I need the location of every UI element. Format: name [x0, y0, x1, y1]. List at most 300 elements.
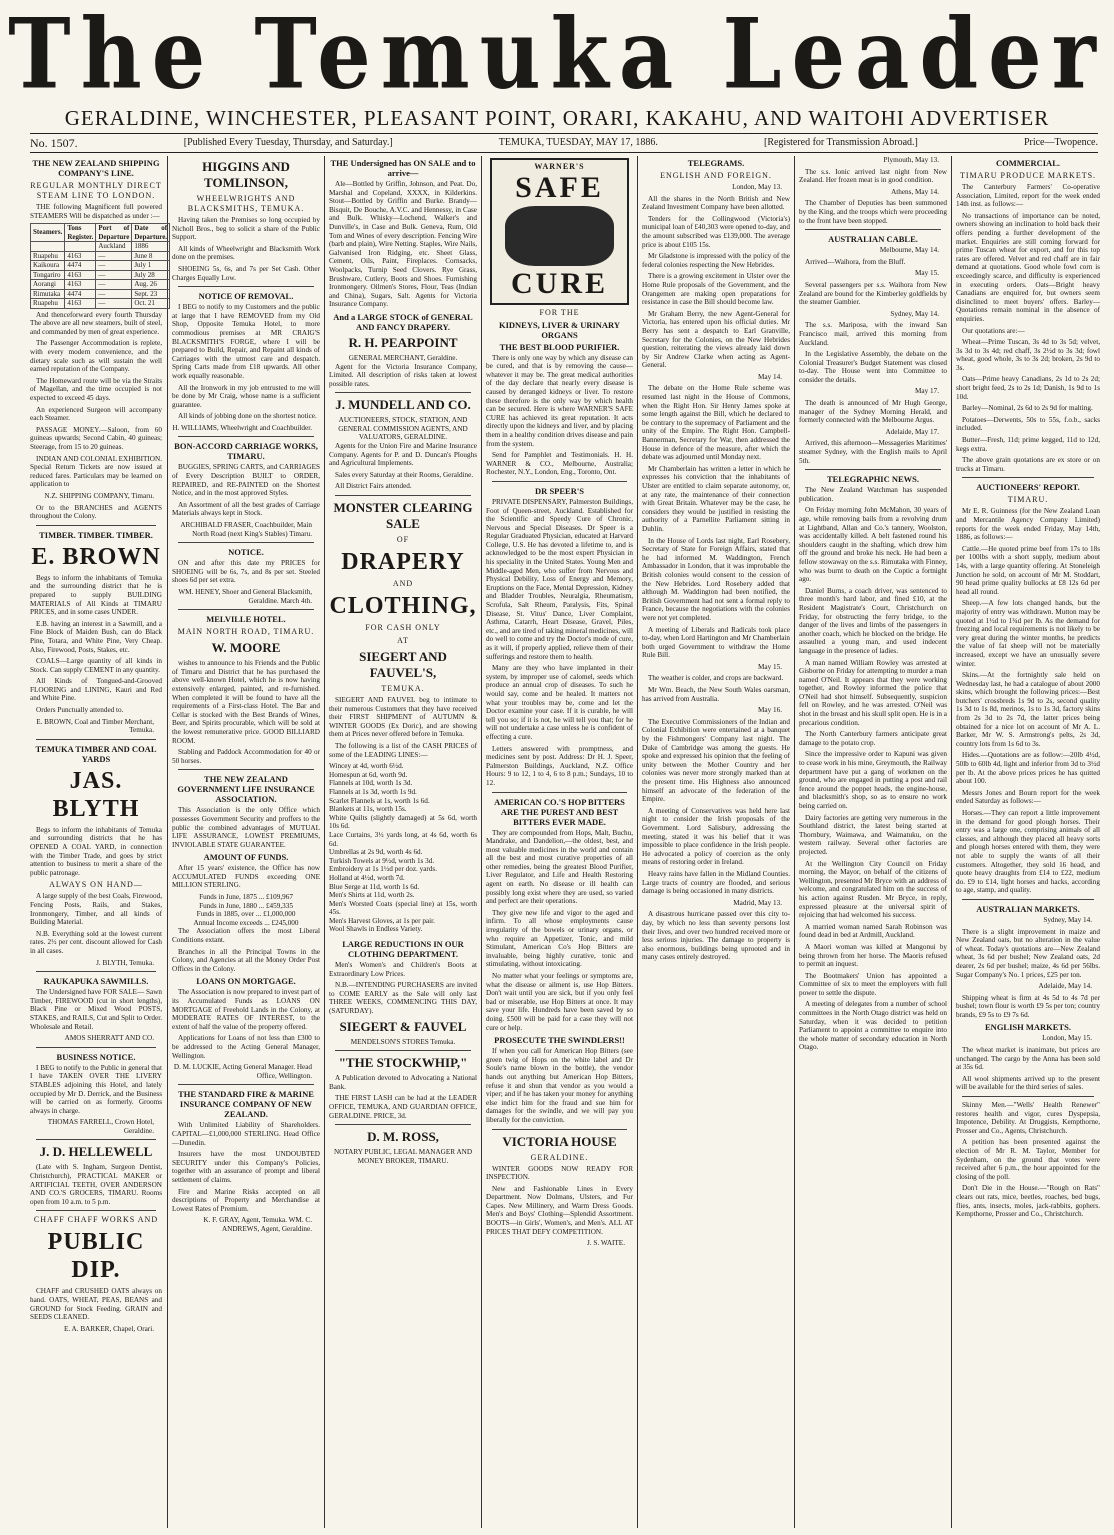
divider [178, 436, 314, 437]
list-item: Homespun at 6d, worth 9d. [329, 770, 408, 779]
advert-signature: E. BROWN, Coal and Timber Merchant, Temuka. [36, 717, 154, 735]
column-rule [951, 156, 952, 1528]
amount-of-funds-heading: AMOUNT OF FUNDS. [203, 852, 289, 863]
table-row [31, 280, 170, 290]
paragraph: New and Fashionable Lines in Every Department. Now Dolmans, Ulsters, and Fur Capes. New Millinery, and Warm Dress Goods. Men's and Boys' Clothing—Splendid Assortment. BOOTS—in Girls', Women's, and Men's. ALL AT PRICES THAT DEFY COMPETITION. [486, 1184, 633, 1236]
table-header-cell: Date of Departure. [132, 224, 170, 242]
paragraph: N.B.—INTENDING PURCHASERS are invited to COME EARLY as the Sale will only last THREE WEEKS, COMMENCING THIS DAY, (SATURDAY). [329, 981, 477, 1016]
timaru-produce-subheading: TIMARU PRODUCE MARKETS. [959, 171, 1097, 180]
loans-on-mortgage-heading: LOANS ON MORTGAGE. [196, 976, 296, 987]
paragraph: The Executive Commissioners of the Indian and Colonial Exhibition were entertained at a banquet by the Fishmongers' Company last night. The Duke of Cambridge was among the guests. He spoke and expressed his opinion that the feeling of unity between the Mother Country and her colonies was never more strongly marked than at the present time. His Highness also announced himself an advocate of the federation of the Empire. [642, 717, 790, 804]
paragraph: An experienced Surgeon will accompany each Steamer. [30, 405, 162, 423]
table-cell: — [96, 289, 132, 299]
pearpoint-name: R. H. PEARPOINT [348, 334, 458, 350]
divider [492, 481, 627, 482]
paragraph: Butter—Fresh, 11d; prime kegged, 11d to 12d, kegs extra. [956, 436, 1100, 453]
list-item: Holland at 4½d, worth 7d. [329, 873, 405, 882]
table-cell: — [96, 280, 132, 290]
table-row [31, 299, 170, 309]
siegert-fauvel-footer: SIEGERT & FAUVEL [339, 1018, 467, 1034]
table-cell: Sept. 23 [132, 289, 170, 299]
list-item: Funds in June, 1880 ... £459,335 [199, 901, 293, 910]
warners-safe-cure-advert [490, 158, 629, 305]
paragraph: An Assortment of all the best grades of Carriage Materials always kept in Stock. [172, 500, 320, 518]
table-cell: — [96, 261, 132, 271]
divider [335, 1050, 471, 1051]
safe-illustration [505, 206, 614, 266]
column-rule [324, 156, 325, 1528]
table-cell: Auckland [96, 242, 132, 252]
dateline: May 14. [758, 372, 782, 381]
paragraph: BUGGIES, SPRING CARTS, and CARRIAGES of Every Description BUILT to ORDER, REPAIRED, and RE-PAINTED on the Shortest Notice, and in the most approved Styles. [172, 463, 320, 498]
mundell-name: J. MUNDELL AND CO. [335, 397, 471, 413]
jas-blyth-name: JAS. BLYTH [52, 767, 140, 822]
paragraph: Arrived—Waihora, from the Bluff. [805, 257, 906, 266]
paragraph: GENERAL MERCHANT, Geraldine. [348, 353, 458, 362]
column-rule [481, 156, 482, 1528]
paragraph: Ale—Bottled by Griffin, Johnson, and Peat. Do, Marshal and Copeland, XXXX, in Kilderkins. Stout—Bottled by Griffin and Burke. Brandy—Bisquit, De Bouche, A.V.C. and Hennessy, in Case and Bulk. Whisky—Lochend, Walker's and Dunville's, in Case and Bulk. Geneva, Rum, Old Tom and Wines of every description. Fencing Wire (barb and plain), Wire Netting. Staples, Wire Nails, Galvanised Iron Ridging, etc. Sheet Glass, Cement, Oils, Paint, Fireplaces. Cornsacks, Woolpacks, Turnip Seed Clovers. Rye Grass, Brushware, Cutlery, Boots and Shoes. Furnishing Ironmongery. Oilmen's Stores, Flour, Teas (Indian and China), Sugars, Salt. Agents for Victoria Insurance Company. [329, 180, 477, 309]
paragraph: Hides.—Quotations are as follow:—20lb 4½d, 50lb to 60lb 4d, light and inferior from 3d to 3½d per lb. At the above prices prices he has quitted about 100. [956, 751, 1100, 786]
paragraph: The above grain quotations are ex store or on trucks at Timaru. [956, 456, 1100, 473]
table-cell: 4163 [65, 299, 96, 309]
paragraph: Potatoes—Derwents, 50s to 55s, f.o.b., sacks included. [956, 415, 1100, 433]
paragraph: Insurers have the most UNDOUBTED SECURITY under this Company's Policies, together with an assurance of prompt and liberal settlement of claims. [172, 1150, 320, 1184]
paragraph: The Chamber of Deputies has been summoned by the King, and the troops which were proceeding to the front have been stopped. [799, 199, 947, 225]
siegert-fauvel-title: SIEGERT AND FAUVEL'S, [359, 649, 447, 681]
divider [36, 739, 156, 740]
paragraph: Skins.—At the fortnightly sale held on Wednesday last, he had a catalogue of about 2000 skins, which brought the following prices:—Best butchers' crossbreds 1s 9d to 2s, second quality 1s 3d to 1s 8d, merinos, 1s to 1s 3d, factory skins from 2s 3d to 2s 7d, the latter prices being obtained for a nice lot on account of Mr A. L. Barker, Mr W. S. Armstrong's pelts, 2s 3d, country lots from 1s 6d to 3s. [956, 671, 1100, 748]
paragraph: Sheep.—A few lots changed hands, but the majority of entry was withdrawn. Mutton may be quoted at 1½d to 1¾d per lb. As the demand for freezing and local requirements is not likely to be very great during the winter months, he predicts the value of fat sheep will not be materially increased, except we have an unusually severe winter. [956, 599, 1100, 668]
dateline: Plymouth, May 13. [883, 156, 939, 164]
subheading: FOR THE [539, 307, 580, 317]
subheading: WHEELWRIGHTS AND BLACKSMITHS, TEMUKA. [187, 194, 305, 213]
steamer-schedule-table [30, 223, 170, 309]
subheading: AT [397, 636, 409, 646]
paragraph: If when you call for American Hop Bitters (see green twig of Hops on the white label and Dr Soule's name blown in the bottle), the vendor hands out anything but American Hop Bitters, refuse it and shun that vendor as you would a viper; and if he has taken your money for anything else indict him for the fraud and sue him for damages for the swindle, and we will pay you liberally for the conviction. [486, 1047, 633, 1124]
paragraph: Agents for the Union Fire and Marine Insurance Company. Agents for P. and D. Duncan's Ploughs and Agricultural Implements. [329, 442, 477, 468]
paragraph: Heavy rains have fallen in the Midland Counties. Large tracts of country are flooded, and serious damage is being occasioned in many districts. [642, 869, 790, 896]
paragraph: Arrived, this afternoon—Messageries Maritimes' steamer Sydney, with the English mails to April 5th. [799, 439, 947, 465]
paragraph: Don't Die in the House.—"Rough on Rats" clears out rats, mice, beetles, roaches, bed bugs, flies, ants, insects, moles, jack-rabbits, gophers. Kempthorne, Prosser and Co., Christchurch. [956, 1184, 1100, 1219]
paragraph: Begs to inform the inhabitants of Temuka and surrounding districts that he has OPENED A COAL YARD, in connection with the Timber Trade, and goes by strict attention to business to merit a share of the public patronage. [30, 825, 162, 877]
column-5 [642, 156, 790, 1528]
paragraph: Fire and Marine Risks accepted on all descriptions of Property and Merchandise at Lowest Rates of Premium. [172, 1187, 320, 1213]
paragraph: The death is announced of Mr Hugh George, manager of the Sydney Morning Herald, and formerly connected with the Melbourne Argus. [799, 399, 947, 425]
paragraph: SHOEING 5s, 6s, and 7s per Set Cash. Other Charges Equally Low. [172, 264, 320, 282]
table-cell: 4163 [65, 270, 96, 280]
paragraph: Mr Gladstone is impressed with the policy of the federal colonies respecting the New Hebrides. [642, 252, 790, 269]
column-3 [329, 156, 477, 1528]
dateline: Sydney, May 14. [890, 309, 939, 318]
paragraph: There is a growing excitement in Ulster over the Home Rule proposals of the Government, and the Orangemen are making open preparations for resistance in case the Bill should become law. [642, 272, 790, 307]
paragraph: Applications for Loans of not less than £300 to be addressed to the Acting General Manager, Wellington. [172, 1034, 320, 1060]
paragraph: Mr Wm. Beach, the New South Wales oarsman, has arrived from Australia. [642, 686, 790, 703]
table-cell: — [96, 270, 132, 280]
paragraph: The Canterbury Farmers' Co-operative Association, Limited, report for the week ended 14th inst. as follows:— [956, 183, 1100, 209]
paragraph: Mr E. R. Guinness (for the New Zealand Loan and Mercantile Agency Company Limited) reports for the week ended Friday, May 14th, 1886, as follows:— [956, 507, 1100, 542]
dateline: Madrid, May 13. [733, 898, 782, 907]
list-item: Funds in 1885, over ... £1,000,000 [196, 910, 296, 919]
divider [805, 229, 941, 230]
paragraph: Dairy factories are getting very numerous in the Southland district, the latest being started at Thornbury, Waimawa, and Waimatuku, on the western railway. Several other factories are projected. [799, 813, 947, 856]
chaff-works-heading: CHAFF CHAFF WORKS AND [33, 1215, 159, 1225]
paragraph: Since the impressive order to Kapuni was given to cease work in his mine, Greymouth, the Railway department have put a gang of workmen on the ground, who are engaged in putting a post and rail fence around the poppet heads, the engine-house, and blacksmith's shop, so as to ensure no work being carried on. [799, 750, 947, 810]
paragraph: A meeting of Liberals and Radicals took place to-day, when Lord Hartington and Mr Chamberlain both urged Government to withdraw the Home Rule Bill. [642, 625, 790, 660]
paragraph: The New Zealand Watchman has suspended publication. [799, 486, 947, 503]
subheading: OF [396, 535, 410, 545]
steam-line-subheading: REGULAR MONTHLY DIRECT STEAM LINE TO LONDON. [30, 181, 162, 200]
advert-signature: ARCHIBALD FRASER, Coachbuilder, Main North Road (next King's Stables) Timaru. [180, 521, 312, 538]
paragraph: The Undersigned have FOR SALE— Sawn Timber, FIREWOOD (cut in short lengths), Black Pine or Mixed Wood POSTS, STAKES, and RAILS, Cut and Split to Order. Wholesale and Retail. [30, 988, 162, 1031]
paragraph: WINTER GOODS NOW READY FOR INSPECTION. [486, 1164, 633, 1182]
table-cell [31, 242, 65, 252]
drapery-title: DRAPERY [341, 549, 465, 576]
auctioneers-report-heading: AUCTIONEERS' REPORT. [976, 482, 1080, 493]
table-cell: Rimutaka [31, 289, 65, 299]
table-cell: Oct. 21 [132, 299, 170, 309]
subheading: MAIN NORTH ROAD, TIMARU. [177, 627, 315, 637]
kidneys-heading: KIDNEYS, LIVER & URINARY ORGANS [498, 319, 621, 340]
paragraph: After 15 years' existence, the Office has now ACCUMULATED FUNDS exceeding ONE MILLION STERLING. [172, 864, 320, 890]
column-rule [167, 156, 168, 1528]
advert-signature: N.Z. SHIPPING COMPANY, Timaru. [44, 491, 154, 500]
paragraph: This Association is the only Office which possesses Government Security and proffers to the public the combined advantages of MUTUAL LIFE ASSURANCE, LOWEST PREMIUMS, INVIOLABLE STATE GUARANTEE. [172, 806, 320, 849]
list-item: Umbrellas at 2s 9d, worth 4s 6d. [329, 848, 423, 857]
stockwhip-title: "THE STOCKWHIP," [338, 1055, 468, 1071]
paragraph: Orders Punctually attended to. [36, 706, 124, 715]
advert-word-safe: SAFE [515, 170, 604, 204]
dateline: May 16. [758, 706, 782, 715]
table-header-row [31, 224, 170, 242]
table-subheader-row [31, 242, 170, 252]
australian-markets-heading: AUSTRALIAN MARKETS. [976, 903, 1080, 914]
paragraph: The s.s. Ionic arrived last night from New Zealand. Her frozen meat is in good condition. [799, 167, 947, 185]
paragraph: The Association offers the most Liberal Conditions extant. [172, 927, 320, 945]
list-item: Flannels at 1s 3d, worth 1s 9d. [329, 787, 417, 796]
drapery-heading: And a LARGE STOCK of GENERAL AND FANCY DRAPERY. [333, 311, 473, 332]
advert-signature: THOMAS FARRELL, Crown Hotel, Geraldine. [47, 1118, 154, 1135]
column-6 [799, 156, 947, 1528]
divider [178, 1084, 314, 1085]
issue-date: TEMUKA, TUESDAY, MAY 17, 1886. [498, 137, 658, 148]
paragraph: Stabling and Paddock Accommodation for 40 or 50 horses. [172, 748, 320, 765]
paragraph: Messrs Jones and Bourn report for the week ended Saturday as follows:— [956, 788, 1100, 806]
list-item: Wincey at 4d, worth 6½d. [329, 762, 404, 771]
divider [962, 477, 1094, 478]
paragraph: All kinds of jobbing done on the shortest notice. [178, 412, 317, 421]
list-item: Men's Worsted Coats (special line) at 15s, worth 45s. [329, 899, 477, 917]
ross-name: D. M. ROSS, [367, 1129, 439, 1145]
table-cell: Aorangi [31, 280, 65, 290]
hellewell-heading: J. D. HELLEWELL [39, 1144, 153, 1160]
newspaper-subtitle: GERALDINE, WINCHESTER, PLEASANT POINT, ORARI, KAKAHU, AND WAITOHI ADVERTISER [64, 106, 1050, 130]
paragraph: Begs to inform the inhabitants of Temuka and the surrounding district that he is prepared to supply BUILDING MATERIALS of All Kinds at TIMARU PRICES, and in some cases UNDER. [30, 573, 162, 617]
life-insurance-heading: THE NEW ZEALAND GOVERNMENT LIFE INSURANCE ASSOCIATION. [177, 774, 315, 805]
paragraph: Mr Chamberlain has written a letter in which he expresses his conviction that the inhabitants of Ulster are entitled to claim separate autonomy, or, at any rate, the maintenance of their connection with Great Britain. Whatever may be the case, he considers they would be justified in resisting the authority of a Parnellite Parliament sitting in Dublin. [642, 464, 790, 533]
dateline: Sydney, May 14. [1043, 915, 1092, 924]
paragraph: wishes to announce to his Friends and the Public of Timaru and District that he has purchased the above well-known Hotel, which he is now having extensively enlarged, painted, and re-furnished. When completed it will be found to have all the requirements of a First-class Hotel. The Bar and Cellar is stocked with the Best Brands of Wines, Beer, and Spirits procurable, which will be sold at the lowest remunerative price. GOOD BILLIARD ROOM. [172, 659, 320, 745]
higgins-tomlinson-heading: HIGGINS AND TOMLINSON, [202, 159, 290, 190]
dr-speers-heading: DR SPEER'S [535, 485, 584, 496]
paragraph: All the Ironwork in my job entrusted to me will be done by Mr Craig, whose name is a sufficient guarantee. [172, 383, 320, 409]
paragraph: Or to the BRANCHES and AGENTS throughout the Colony. [30, 503, 162, 521]
paragraph: They are compounded from Hops, Malt, Buchu, Mandrake, and Dandelion,—the oldest, best, and most valuable medicines in the world and contain all the best and most curative properties of all other remedies, being the greatest Blood Purifier, Liver Regulator, and Life and Health Restoring agent on earth. No disease or ill health can possibly long exist where they are used, so varied and perfect are their operations. [486, 828, 633, 906]
paragraph: PRIVATE DISPENSARY, Palmerston Buildings, Foot of Queen-street, Auckland. Established for the Scientific and Speedy Cure of Chronic, Nervous and Special Diseases. Dr Speer is a Regular Graduated Physician, educated at Harvard College, U.S. He has devoted a lifetime to, and is acknowledged to be the most expert Physician in his speciality in the United States. Young Men and Middle-aged Men, who suffer from Nervous and Physical Debility, Loss of Energy and Memory, Eruptions on the Face, Mental Depression, Kidney and Bladder Troubles, Neuralgia, Rheumatism, Scrofula, Salt Rheum, Paralysis, Fits, Spinal Disease, St. Vitus' Dance, Liver Complaint, Asthma, Catarrh, Heart Disease, Gravel, Piles, etc., and are tired of taking mineral medicines, will do well to come and try the Doctor's mode of cure, as it will, if properly applied, relieve them of their sufferings and restore them to health. [486, 497, 633, 661]
paragraph: The s.s. Mariposa, with the inward San Francisco mail, arrived this morning from Auckland. [799, 321, 947, 347]
divider [178, 286, 314, 287]
paragraph: Sales every Saturday at their Rooms, Geraldine. [335, 470, 474, 479]
divider [36, 1139, 156, 1140]
table-cell: June 8 [132, 251, 170, 261]
paragraph: Barley—Nominal, 2s 6d to 2s 9d for malting. [962, 404, 1093, 413]
paragraph: Cattle.—He quoted prime beef from 17s to 18s per 100lbs with a short supply, medium about 14s, with a large quantity offering. At Stoneleigh Junction he sold, on account of Mr M. Stoddart, 90 head prime quality bullocks at £8 12s 6d per head all round. [956, 544, 1100, 596]
table-cell: 4163 [65, 280, 96, 290]
list-item: Scarlet Flannels at 1s, worth 1s 6d. [329, 796, 430, 805]
subheading: FOR CASH ONLY [365, 623, 441, 633]
paragraph: THE FIRST LASH can be had at the LEADER OFFICE, TEMUKA, AND GUARDIAN OFFICE, GERALDINE. PRICE, 3d. [329, 1094, 477, 1120]
paragraph: On Friday morning John McMahon, 30 years of age, while removing bails from a revolving drum at Lightband, Allan and Co.'s tannery, Woolston, was accidentally killed. A belt fastened round his shoulders caught in the shafting, which drew him off the ground and broke his neck. He had been a fellow stowaway on the s.s. Rimutaka with Finney, who was burnt to death on the Coptic a fortnight ago. [799, 506, 947, 584]
divider [178, 542, 314, 543]
coal-yards-heading: TEMUKA TIMBER AND COAL YARDS [35, 743, 157, 764]
paragraph: INDIAN AND COLONIAL EXHIBITION. Special Return Tickets are now issued at reduced fares. Particulars may be learned on application to [30, 454, 162, 489]
table-cell: 4163 [65, 251, 96, 261]
paragraph: Send for Pamphlet and Testimonials. H. H. WARNER & CO., Melbourne, Australia; Rochester, N.Y., London, Eng., Toronto, Ont. [486, 451, 633, 477]
paragraph: All the shares in the North British and New Zealand Investment Company have been allotted. [642, 194, 790, 212]
paragraph: Agent for the Victoria Insurance Company, Limited. All description of risks taken at lowest possible rates. [329, 362, 477, 388]
dateline: Adelaide, May 14. [1038, 982, 1092, 991]
paragraph: Skinny Men.—"Wells' Health Renewer" restores health and vigor, cures Dyspepsia, Impotence, Debility. At Druggists, Kempthorne, Prosser and Co., Agents, Christchurch. [956, 1101, 1100, 1135]
paragraph: Many are they who have implanted in their system, by improper use of calomel, seeds which produce an annual crop of diseases. To such he would say, come and be healed. It matters not what your troubles may be, come and let the Doctor examine your case. If it is curable, he will tell you so; if it is not, he will tell you that; for he will not undertake a case unless he is confident of effecting a cure. [486, 664, 633, 741]
sawmills-heading: RAUKAPUKA SAWMILLS. [43, 976, 149, 987]
paragraph: Branches in all the Principal Towns in the Colony, and Agencies at all the Money Order Post Offices in the Colony. [172, 947, 320, 973]
paragraph: At the Wellington City Council on Friday morning, the Mayor, on behalf of the citizens of Wellington, presented Mr Bryce with an address of welcome, and congratulated him on the success of his action against Rusden. Mr Bryce, in reply, expressed pleasure at the universal spirit of rejoicing that had welcomed his success. [799, 859, 947, 920]
on-sale-heading: THE Undersigned has ON SALE and to arrive— [330, 158, 476, 178]
divider [36, 525, 156, 526]
telegrams-heading: TELEGRAMS. [687, 158, 745, 168]
paragraph: AUCTIONEERS, STOCK, STATION, AND GENERAL COMMISSION AGENTS, AND VALUATORS, GERALDINE. [338, 416, 468, 442]
list-item: Men's Shirts at 11d, worth 2s. [329, 891, 415, 900]
notice-of-removal-heading: NOTICE OF REMOVAL. [198, 291, 294, 302]
dateline: Athens, May 14. [891, 187, 939, 196]
hop-bitters-heading: AMERICAN CO.'S HOP BITTERS ARE THE PUREST AND BEST BITTERS EVER MADE. [494, 796, 625, 827]
paragraph: Letters answered with promptness, and medicines sent by post. Address: Dr H. J. Speer, Palmerston Buildings, Auckland, N.Z. Office Hours: 9 to 12, 1 to 4, 6 to 8 p.m.; Sundays, 10 to 12. [486, 744, 633, 787]
table-cell: Ruapehu [31, 299, 65, 309]
blood-purifier-heading: THE BEST BLOOD PURIFIER. [499, 341, 620, 352]
timber-heading: TIMBER. TIMBER. TIMBER. [39, 529, 153, 540]
list-item: Flannels at 10d, worth 1s 3d. [329, 779, 413, 788]
dateline: London, May 13. [732, 183, 782, 191]
paragraph: A meeting of Conservatives was held here last night to consider the Irish proposals of the Government. Lord Salisbury, addressing the meeting, stated it was his belief that it was impossible to place confidence in the Irish people. He advocated a policy of coercion as the only means of restoring order in Ireland. [642, 806, 790, 867]
paragraph: No transactions of importance can be noted, owners showing an inclination to hold back their offers pending a further development of the market. Enquiries are still coming forward for prime Tuscan wheat for export, and for this top rates are offered. Velvet and red chaff are in fair demand at quotations. Good whole fowl corn is exceedingly scarce, and difficulty is experienced in executing orders. Oats—Bright heavy Canadians are enquired for, but owners seem disinclined to meet buyers' offers. Barley—Quotations remain nominal in the absence of enquiries. [956, 211, 1100, 323]
list-item: Embroidery at 1s 1½d per doz. yards. [329, 865, 437, 874]
divider [178, 609, 314, 610]
advert-signature: WM. HENEY, Shoer and General Blacksmith, Geraldine. March 4th. [178, 588, 312, 605]
w-moore-name: W. MOORE [211, 640, 281, 656]
shipping-company-heading: THE NEW ZEALAND SHIPPING COMPANY'S LINE. [32, 158, 160, 178]
dateline: Melbourne, May 14. [879, 246, 939, 255]
paragraph: (Late with S. Ingham, Surgeon Dentist, Christchurch), PRACTICAL MAKER or ARTIFICIAL TEETH, OVER ANDERSON AND CO.'S GROCERS, TIMARU. Rooms open from 10 a.m. to 5 p.m. [30, 1163, 162, 1206]
advert-signature: H. WILLIAMS, Wheelwright and Coachbuilder. [172, 423, 312, 432]
paragraph: The wheat market is inanimate, but prices are unchanged. The cargo by the Anna has been sold at 35s 6d. [956, 1046, 1100, 1072]
standard-fire-heading: THE STANDARD FIRE & MARINE INSURANCE COMPANY OF NEW ZEALAND. [178, 1089, 314, 1120]
paragraph: A large supply of the best Coals, Firewood, Fencing Posts, Rails, and Stakes, Ironmongery, Timber, and all kinds of Building Material. [30, 892, 162, 927]
column-2 [172, 156, 320, 1528]
advert-signature: E. A. BARKER, Chapel, Orari. [63, 1324, 154, 1333]
divider [335, 495, 471, 496]
paragraph: Having taken the Premises so long occupied by Nicholl Bros., beg to solicit a share of the Public Support. [172, 216, 320, 242]
commercial-heading: COMMERCIAL. [996, 158, 1060, 168]
business-notice-heading: BUSINESS NOTICE. [56, 1051, 136, 1062]
table-row [31, 261, 170, 271]
paragraph: A disastrous hurricane passed over this city to-day, by which no less than seventy persons lost their lives, and over two hundred received more or less serious injuries. The damage to property is also enormous, buildings being uprooted and in many cases entirely destroyed. [642, 910, 790, 962]
table-cell: July 28 [132, 270, 170, 280]
paragraph: Mr Graham Berry, the new Agent-General for Victoria, has entered upon his official duties. Mr Berry has sent a despatch to Earl Granville, Secretary for the Colonies, on the New Hebrides question, reiterating the views already laid down by Sir Andrew Clarke when acting as Agent-General. [642, 309, 790, 370]
paragraph: In the Legislative Assembly, the debate on the Colonial Treasurer's Budget Statement was closed to-day. The House went into Committee to consider the details. [799, 350, 947, 384]
paragraph: E.B. having an interest in a Sawmill, and a Fine Block of Maiden Bush, can do Black Pine, Totara, and White Pine, Very Cheap. Also, Firewood, Posts, Stakes, etc. [30, 619, 162, 654]
publication-schedule: [Published Every Tuesday, Thursday, and Saturday.] [183, 137, 393, 148]
paragraph: All kinds of Wheelwright and Blacksmith Work done on the premises. [172, 244, 320, 262]
list-item: Blue Serge at 11d, worth 1s 6d. [329, 882, 420, 891]
paragraph: COALS—Large quantity of all kinds in Stock. Can supply CEMENT in any quantity. [30, 657, 162, 674]
divider [335, 1124, 471, 1125]
advert-signature: J. BLYTH, Temuka. [96, 958, 154, 967]
paragraph: ON and after this date my PRICES for SHOEING will be 6s, 7s, and 8s per set. Steeled shoes 6d per set extra. [172, 559, 320, 585]
table-header-cell: Steamers. [31, 224, 65, 242]
masthead [0, 0, 1114, 130]
paragraph: The Bootmakers' Union has appointed a Committee of six to meet the employers with full power to settle the dispute. [799, 971, 947, 997]
divider [335, 392, 471, 393]
divider [492, 792, 627, 793]
dateline: Adelaide, May 17. [885, 427, 939, 436]
dateline: May 15. [758, 662, 782, 671]
table-cell: 4474 [65, 261, 96, 271]
newspaper-title: The Temuka Leader [8, 0, 1106, 111]
table-row [31, 270, 170, 280]
paragraph: Shipping wheat is firm at 4s 5d to 4s 7d per bushel; town flour is worth £9 5s per ton; country brands, £9 5s to £9 7s 6d. [956, 993, 1100, 1019]
paragraph: They give new life and vigor to the aged and infirm. To all whose employments cause irregularity of the bowels or urinary organs, or who require an Appetizer, Tonic, and mild Stimulant, American Co's Hop Bitters are invaluable, being highly curative, tonic and stimulating, without intoxicating. [486, 908, 633, 969]
issue-number: No. 1507. [30, 136, 78, 150]
paragraph: I BEG to notify to my Customers and the public at large that I have REMOVED from my Old Shop, Opposite Temuka Hotel, to more commodious premises at MR CRAIG'S BLACKSMITH'S FORGE, where I will be prepared to Build, Repair, and Repaint all kinds of Carriages with the utmost care and despatch. Spring Carts made from £18 upwards. All other work equally reasonable. [172, 303, 320, 380]
divider [36, 1047, 156, 1048]
divider [36, 971, 156, 972]
paragraph: A meeting of delegates from a number of school committees in the North Otago district was held on Saturday, when it was decided to petition Parliament to appoint a committee to enquire into the whole matter of secondary education in North Otago. [799, 1000, 947, 1052]
e-brown-name: E. BROWN [31, 543, 161, 570]
paragraph: The North Canterbury farmers anticipate great damage to the potato crop. [799, 730, 947, 747]
paragraph: A Maori woman was killed at Mangonui by being thrown from her horse. The Maoris refused to permit an inquest. [799, 942, 947, 969]
paragraph: With Unlimited Liability of Shareholders. CAPITAL—£1,000,000 STERLING. Head Office—Dunedin. [172, 1121, 320, 1147]
table-cell: Tongariro [31, 270, 65, 280]
paragraph: CHAFF and CRUSHED OATS always on hand. OATS, WHEAT, PEAS, BEANS and GROUND for Stock Feeding. GRAIN and SEEDS CLEANED. [30, 1287, 162, 1322]
paragraph: All wool shipments arrived up to the present will be available for the third series of sales. [956, 1074, 1100, 1092]
paragraph: Tenders for the Collingwood (Victoria's) municipal loan of £40,303 were opened to-day, and the amount subscribed was £139,000. The average price is about £105 15s. [642, 214, 790, 249]
subheading: GERALDINE. [530, 1152, 589, 1162]
paragraph: There is a slight improvement in maize and New Zealand oats, but no alteration in the value of wheat. Today's quotations are—New Zealand wheat, 3s 6d per bushel; New Zealand oats, 2d dearer, 2s 6d per bushel; maize, 4s 6d per 56lbs. Sugar Company's No. 1 prices, £25 per ton. [956, 927, 1100, 979]
list-item: Turkish Towels at 9½d, worth 1s 3d. [329, 856, 435, 865]
shipping-intro: THE following Magnificent full powered STEAMERS Will be dispatched as under :— [30, 203, 162, 220]
subheading: AND [392, 579, 414, 589]
paragraph: Our quotations are:— [962, 326, 1025, 335]
table-cell: — [96, 299, 132, 309]
advert-word-cure: CURE [510, 266, 608, 300]
paragraph: A Publication devoted to Advocating a National Bank. [329, 1074, 477, 1091]
notice-heading: NOTICE. [228, 547, 264, 558]
paragraph: The Homeward route will be via the Straits of Magellan, and the time occupied is not expected to exceed 45 days. [30, 376, 162, 403]
table-cell: 1886 [132, 242, 170, 252]
paragraph: I BEG to notify to the Public in general that I have TAKEN OVER THE LIVERY STABLES adjoining this Hotel, and lately occupied by Mr D. Derrick, and the Business will be carried on as formerly. Grooms always in charge. [30, 1063, 162, 1115]
column-7 [956, 156, 1100, 1528]
paragraph: And thenceforward every fourth Thursday The above are all new steamers, built of steel, and commanded by men of great experience. [30, 310, 162, 336]
table-cell: Aug. 26 [132, 280, 170, 290]
paragraph: The Passenger Accommodation is replete, with every modern convenience, and the dietary scale such as will sustain the well earned reputation of the Company. [30, 339, 162, 374]
reductions-heading: LARGE REDUCTIONS IN OUR CLOTHING DEPARTMENT. [342, 939, 464, 960]
victoria-house-heading: VICTORIA HOUSE [502, 1133, 617, 1149]
australian-cable-heading: AUSTRALIAN CABLE. [828, 234, 918, 245]
table-header-cell: Tons Register. [65, 224, 96, 242]
advert-signature: AMOS SHERRATT AND CO. [64, 1034, 154, 1043]
list-item: White Quilts (slightly damaged) at 5s 6d, worth 10s 6d. [329, 813, 477, 831]
paragraph: The debate on the Home Rule scheme was resumed last night in the House of Commons, when the Right Hon. Sir Henry James spoke at some length against the Bill, which he declared to be contrary to the supremacy of Parliament and the unity of the Empire. The Right Hon. Campbell-Bannerman, Secretary for War, then addressed the House in defence of the measure, after which the debate was adjourned until Monday next. [642, 384, 790, 462]
subheading: TEMUKA. [381, 684, 425, 694]
paragraph: N.B. Everything sold at the lowest current rates. 2½ per cent. discount allowed for Cash in all cases. [30, 929, 162, 955]
telegraphic-news-heading: TELEGRAPHIC NEWS. [826, 474, 920, 485]
divider [805, 469, 941, 470]
paragraph: Oats—Prime heavy Canadians, 2s 1d to 2s 2d; short bright feed, 2s to 2s 1d; Danish, 1s 9d to 1s 10d. [956, 375, 1100, 401]
paragraph: NOTARY PUBLIC, LEGAL MANAGER AND MONEY BROKER, TIMARU. [333, 1148, 473, 1165]
paragraph: All District Fairs attended. [335, 482, 412, 491]
advert-signature: K. F. GRAY, Agent, Temuka. WM. C. ANDREWS, Agent, Geraldine. [203, 1216, 312, 1233]
table-row [31, 251, 170, 261]
paragraph: The Association is now prepared to invest part of its Accumulated Funds as LOANS ON MORTGAGE of Freehold Lands in the Colony, at MODERATE RATES OF INTEREST, to the extent of half the value of the property offered. [172, 988, 320, 1031]
table-header-cell: Port of Departure [96, 224, 132, 242]
table-cell: — [96, 251, 132, 261]
column-rule [794, 156, 795, 1528]
paragraph: There is only one way by which any disease can be cured, and that is by removing the cause—whatever it may be. The great medical authorities of the day declare that nearly every disease is caused by deranged kidneys or liver. To restore these therefore is the only way by which health can be secured. Here is where WARNER'S SAFE CURE has achieved its great reputation. It acts directly upon the kidneys and liver, and by placing them in a healthy condition drives disease and pain from the system. [486, 353, 633, 448]
subheading: ALWAYS ON HAND— [49, 880, 143, 890]
paragraph: The following is a list of the CASH PRICES of some of the LEADING LINES:— [329, 742, 477, 759]
advert-brand: WARNER'S [534, 162, 585, 171]
divider [36, 1210, 156, 1211]
dateline: May 17. [915, 387, 939, 396]
table-cell: July 1 [132, 261, 170, 271]
advert-signature: D. M. LUCKIE, Acting General Manager. Head Office, Wellington. [173, 1063, 312, 1080]
paragraph: SIEGERT AND FAUVEL beg to intimate to their numerous Customers that they have received their FIRST SHIPMENT of AUTUMN & WINTER GOODS (Ex Doric), and are showing them at Prices never offered before in Temuka. [329, 696, 477, 739]
paragraph: All Kinds of Tongued-and-Grooved FLOORING and LINING, Kauri and Red and White Pine. [30, 677, 162, 703]
table-cell: 4474 [65, 289, 96, 299]
paragraph: Wheat—Prime Tuscan, 3s 4d to 3s 5d; velvet, 3s 3d to 3s 4d; red chaff, 3s 2½d to 3s 3d; fowl wheat, good whole, 3s to 3s 2d; broken, 2s 9d to 3s. [956, 338, 1100, 372]
paragraph: Daniel Burns, a coach driver, was sentenced to three month's hard labor, and fined £10, at the Resident Magistrate's Court, Christchurch on Friday, for obstructing the ferry bridge, to the danger of the lives and limbs of the passengers in another coach, which he blocked on the bridge. He assaulted a young man, and used indecent language in the presence of ladies. [799, 586, 947, 655]
registration-note: [Registered for Transmission Abroad.] [763, 137, 918, 148]
english-markets-heading: ENGLISH MARKETS. [985, 1022, 1071, 1033]
list-item: Men's Harvest Gloves, at 1s per pair. [329, 916, 435, 925]
subheading: TIMARU. [1007, 495, 1049, 505]
public-dip-heading: PUBLIC DIP. [47, 1229, 145, 1284]
dateline-bar [30, 133, 1098, 153]
paragraph: A petition has been presented against the election of Mr R. M. Taylor, Member for Sydenham, on the ground that votes were received after 6 p.m., the hour appointed for the closing of the poll. [956, 1138, 1100, 1181]
melville-hotel-heading: MELVILLE HOTEL. [206, 614, 286, 625]
column-4 [486, 156, 633, 1528]
issue-price: Price—Twopence. [1023, 137, 1098, 148]
divider [962, 1096, 1094, 1097]
divider [962, 899, 1094, 900]
dateline: London, May 15. [1042, 1034, 1092, 1043]
clearing-sale-heading: MONSTER CLEARING SALE [333, 500, 473, 532]
list-item: Lace Curtains, 3½ yards long, at 4s 6d, worth 6s 6d. [329, 830, 477, 848]
paragraph: No matter what your feelings or symptoms are, what the disease or ailment is, use Hop Bitters. Don't wait until you are sick, but if you only feel bad or miserable, use Hop Bitters at once. It may save your life. Hundreds have been saved by so doing. £500 will be paid for a case they will not cure or help. [486, 972, 633, 1032]
paragraph: Several passengers per s.s. Waihora from New Zealand are bound for the Kimberley goldfields by the steamer Gambier. [799, 280, 947, 307]
table-cell: Ruapehu [31, 251, 65, 261]
advert-signature: J. S. WAITE. [587, 1239, 625, 1248]
clothing-title: CLOTHING, [329, 593, 477, 620]
